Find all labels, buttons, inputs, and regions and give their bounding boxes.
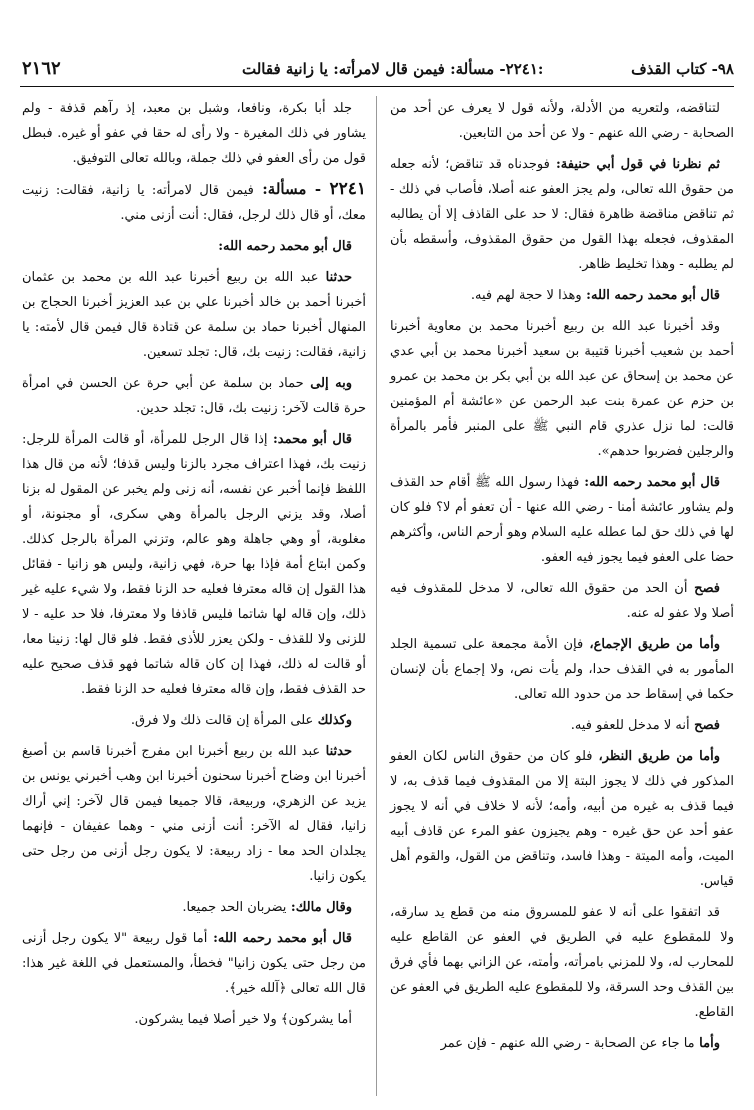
paragraph-text: عبد الله بن ربيع أخبرنا ابن مفرج أخبرنا قاسم بن أصبغ أخبرنا ابن وضاح أخبرنا سحنون أخبرنا ابن وهب أخبرني يونس بن يزيد عن الزهري، وربيعة، قالا جميعا فيمن قال لآخر: إني أراك زانيا، فقال له الآخر: أنت أزنى مني - وهما عفيفان - فإنهما يجلدان الحد معا - زاد ربيعة: لا يكون رجل أزنى من رجل حتى يكون زانيا.	[22, 744, 366, 884]
paragraph-text: أما قول ربيعة "لا يكون رجل أزنى من رجل حتى يكون زانيا" فخطأ، والمستعمل في اللغة غير هذا: قال الله تعالى ﴿آلله خير﴾.	[22, 931, 366, 996]
paragraph-lead: قال أبو محمد رحمه الله:	[579, 475, 720, 490]
paragraph	[390, 96, 734, 146]
paragraph-text: وهذا لا حجة لهم فيه.	[470, 288, 582, 303]
paragraph-lead: وبه إلى	[303, 376, 352, 391]
paragraph-text: فإن الأمة مجمعة على تسمية الجلد المأمور به في القذف حدا، ولم يأت نص، ولا إجماع بأن لإنسان حكما في إسقاط حد من حدود الله تعالى.	[390, 637, 734, 702]
paragraph	[22, 96, 366, 171]
paragraph	[22, 427, 366, 702]
running-book-title: ٩٨- كتاب القذف	[631, 60, 734, 78]
paragraph	[390, 713, 734, 738]
paragraph-lead: وأما من طريق الإجماع،	[583, 637, 720, 652]
paragraph	[390, 632, 734, 707]
paragraph-text: قد اتفقوا على أنه لا عفو للمسروق منه من قطع يد سارقه، ولا للمقطوع عليه في الطريق في العفو عن القاطع عليه للمحارب له، ولا للمزني بامرأته، وأمته، عن الزاني بهما فأي فرق بين القذف وحد السرقة، ولا للمقطوع عليه الطريق في العفو عن القاطع.	[390, 905, 734, 1020]
paragraph-text: فلو كان من حقوق الناس لكان العفو المذكور في ذلك لا يجوز البتة إلا من المقذوف فيما قذف به، لا فيما قذف به غيره من أبيه، وأمه؛ لأنه لا خلاف في أنه لا يجوز عفو أحد عن حق غيره - وهم يجيزون عفو المرء عن قاذف أبيه الميت، وأمه الميتة - وهذا فاسد، وتناقض من القول، والقوم أهل قياس.	[390, 749, 734, 889]
paragraph	[390, 470, 734, 570]
paragraph-text: يضربان الحد جميعا.	[182, 900, 287, 915]
paragraph-text: أنه لا مدخل للعفو فيه.	[570, 718, 690, 733]
issue-heading	[22, 177, 366, 228]
issue-heading-text: فيمن قال لامرأته: يا زانية، فقالت: زنيت معك، أو قال ذلك لرجل، فقال: أنت أزنى مني.	[22, 183, 366, 223]
paragraph-lead: وأما من طريق النظر،	[592, 749, 720, 764]
paragraph	[390, 314, 734, 464]
left-column	[22, 96, 366, 1038]
column-divider	[376, 96, 377, 1096]
header-rule	[20, 86, 734, 87]
paragraph	[22, 265, 366, 365]
paragraph	[390, 1031, 734, 1056]
paragraph-text: إذا قال الرجل للمرأة، أو قالت المرأة للرجل: زنيت بك، فهذا اعتراف مجرد بالزنا وليس قذفا؛ لأنه من قال هذا اللفظ فإنما أخبر عن نفسه، أنه زنى ولم يخبر عن المقول له بزنا أصلا، وقد يزني الرجل بالمرأة وهي سكرى، أو مجنونة، أو مغلوبة، أو وهي جاهلة وهو عالم، وتزني المرأة بالرجل كذلك. وكمن ابتاع أمة فإذا بها حرة، فهي زانية، وليس هو زانيا - فقائل هذا القول إن قاله معترفا فعليه حد الزنا فقط، ولا شيء عليه غير ذلك، وإن قاله لها شاتما فليس قاذفا ولا معترفا، فلا حد عليه - لا للزنى ولا للقذف - ولكن يعزر للأذى فقط. فلو قال لها: زنينا معا، أو قالت له ذلك، فهذا إن كان قاله شاتما فهو قذف صحيح عليه حد القذف فقط، وإن قاله معترفا فعليه حد الزنا فقط.	[22, 432, 366, 697]
issue-heading-number: ٢٢٤١	[329, 179, 366, 199]
paragraph	[22, 708, 366, 733]
paragraph-text: أما يشركون﴾ ولا خير أصلا فيما يشركون.	[134, 1012, 352, 1027]
paragraph-lead: قال أبو محمد:	[267, 432, 352, 447]
paragraph-lead: حدثنا	[320, 744, 353, 759]
paragraph-lead: ثم نظرنا في قول أبي حنيفة:	[549, 157, 720, 172]
paragraph-text: حماد بن سلمة عن أبي حرة عن الحسن في امرأة حرة قالت لآخر: زنيت بك، قال: تجلد حدين.	[22, 376, 366, 416]
paragraph	[390, 283, 734, 308]
paragraph	[390, 900, 734, 1025]
paragraph-lead: وكذلك	[313, 713, 352, 728]
paragraph-lead: حدثنا	[318, 270, 352, 285]
paragraph-lead: فصح	[687, 581, 720, 596]
paragraph	[390, 152, 734, 277]
paragraph-text: وقد أخبرنا عبد الله بن ربيع أخبرنا محمد بن معاوية أخبرنا أحمد بن شعيب أخبرنا قتيبة بن سعيد أخبرنا محمد بن أبي عدي عن محمد بن إسحاق عن عبد الله بن أبي بكر بن محمد بن عمرو بن حزم عن عمرة بنت عبد الرحمن عن «عائشة أم المؤمنين قالت: لما نزل عذري قام النبي ﷺ على المنبر فأمر بالمرأة والرجلين فضربوا حدهم».	[390, 319, 734, 459]
paragraph-text: فوجدناه قد تناقض؛ لأنه جعله من حقوق الله تعالى، ولم يجز العفو عنه أصلا، فأصاب في ذلك - ثم تناقض مناقضة ظاهرة فقال: لا حد على القاذف إلا أن يطالبه المقذوف، فجعله بهذا القول من حقوق المقذوف، وأسقطه بأن لم يطلبه - وهذا تخليط ظاهر.	[390, 157, 734, 272]
page-header	[22, 58, 734, 84]
running-issue-title: ٢٢٤١- مسألة: فيمن قال لامرأته: يا زانية فقالت:	[242, 60, 544, 78]
paragraph-lead: قال أبو محمد رحمه الله:	[581, 288, 720, 303]
paragraph-lead: وقال مالك:	[286, 900, 352, 915]
issue-heading-label: - مسألة:	[253, 180, 330, 198]
paragraph	[22, 926, 366, 1001]
paragraph-text: جلد أبا بكرة، ونافعا، وشبل بن معبد، إذ رآهم قذفة - ولم يشاور في ذلك المغيرة - ولا رأى له حقا في عفو أو غيره. فبطل قول من رأى العفو في ذلك جملة، وبالله تعالى التوفيق.	[22, 101, 366, 166]
right-column	[390, 96, 734, 1062]
paragraph-text: فهذا رسول الله ﷺ أقام حد القذف ولم يشاور عائشة أمنا - رضي الله عنها - أن تعفو أم لا؟ فلو كان لها في ذلك حق لما عطله عليه السلام وهو أرحم الناس، وأكثرهم حضا على العفو فيما يجوز فيه العفو.	[390, 475, 734, 565]
paragraph	[22, 1007, 366, 1032]
paragraph-text: أن الحد من حقوق الله تعالى، لا مدخل للمقذوف فيه أصلا ولا عفو له عنه.	[390, 581, 734, 621]
paragraph	[22, 371, 366, 421]
paragraph-text: على المرأة إن قالت ذلك ولا فرق.	[130, 713, 314, 728]
paragraph-lead: قال أبو محمد رحمه الله:	[207, 931, 352, 946]
paragraph	[390, 576, 734, 626]
paragraph-text: لتناقضه، ولتعريه من الأدلة، ولأنه قول لا يعرف عن أحد من الصحابة - رضي الله عنهم - ولا عن أحد من التابعين.	[390, 101, 734, 141]
paragraph	[390, 744, 734, 894]
paragraph-text: ما جاء عن الصحابة - رضي الله عنهم - فإن عمر	[440, 1036, 695, 1051]
paragraph	[22, 739, 366, 889]
paragraph	[22, 895, 366, 920]
paragraph-lead: وأما	[694, 1036, 720, 1051]
paragraph-lead: فصح	[689, 718, 720, 733]
speaker-heading: قال أبو محمد رحمه الله:	[218, 239, 352, 254]
paragraph-text: عبد الله بن ربيع أخبرنا عبد الله بن محمد بن عثمان أخبرنا أحمد بن خالد أخبرنا علي بن عبد العزيز أخبرنا الحجاج بن المنهال أخبرنا حماد بن سلمة عن قتادة قال فيمن قال لأمته: يا زانية، فقالت: زنيت بك، قال: تجلد تسعين.	[22, 270, 366, 360]
issue-number: ٢١٦٢	[22, 58, 61, 79]
